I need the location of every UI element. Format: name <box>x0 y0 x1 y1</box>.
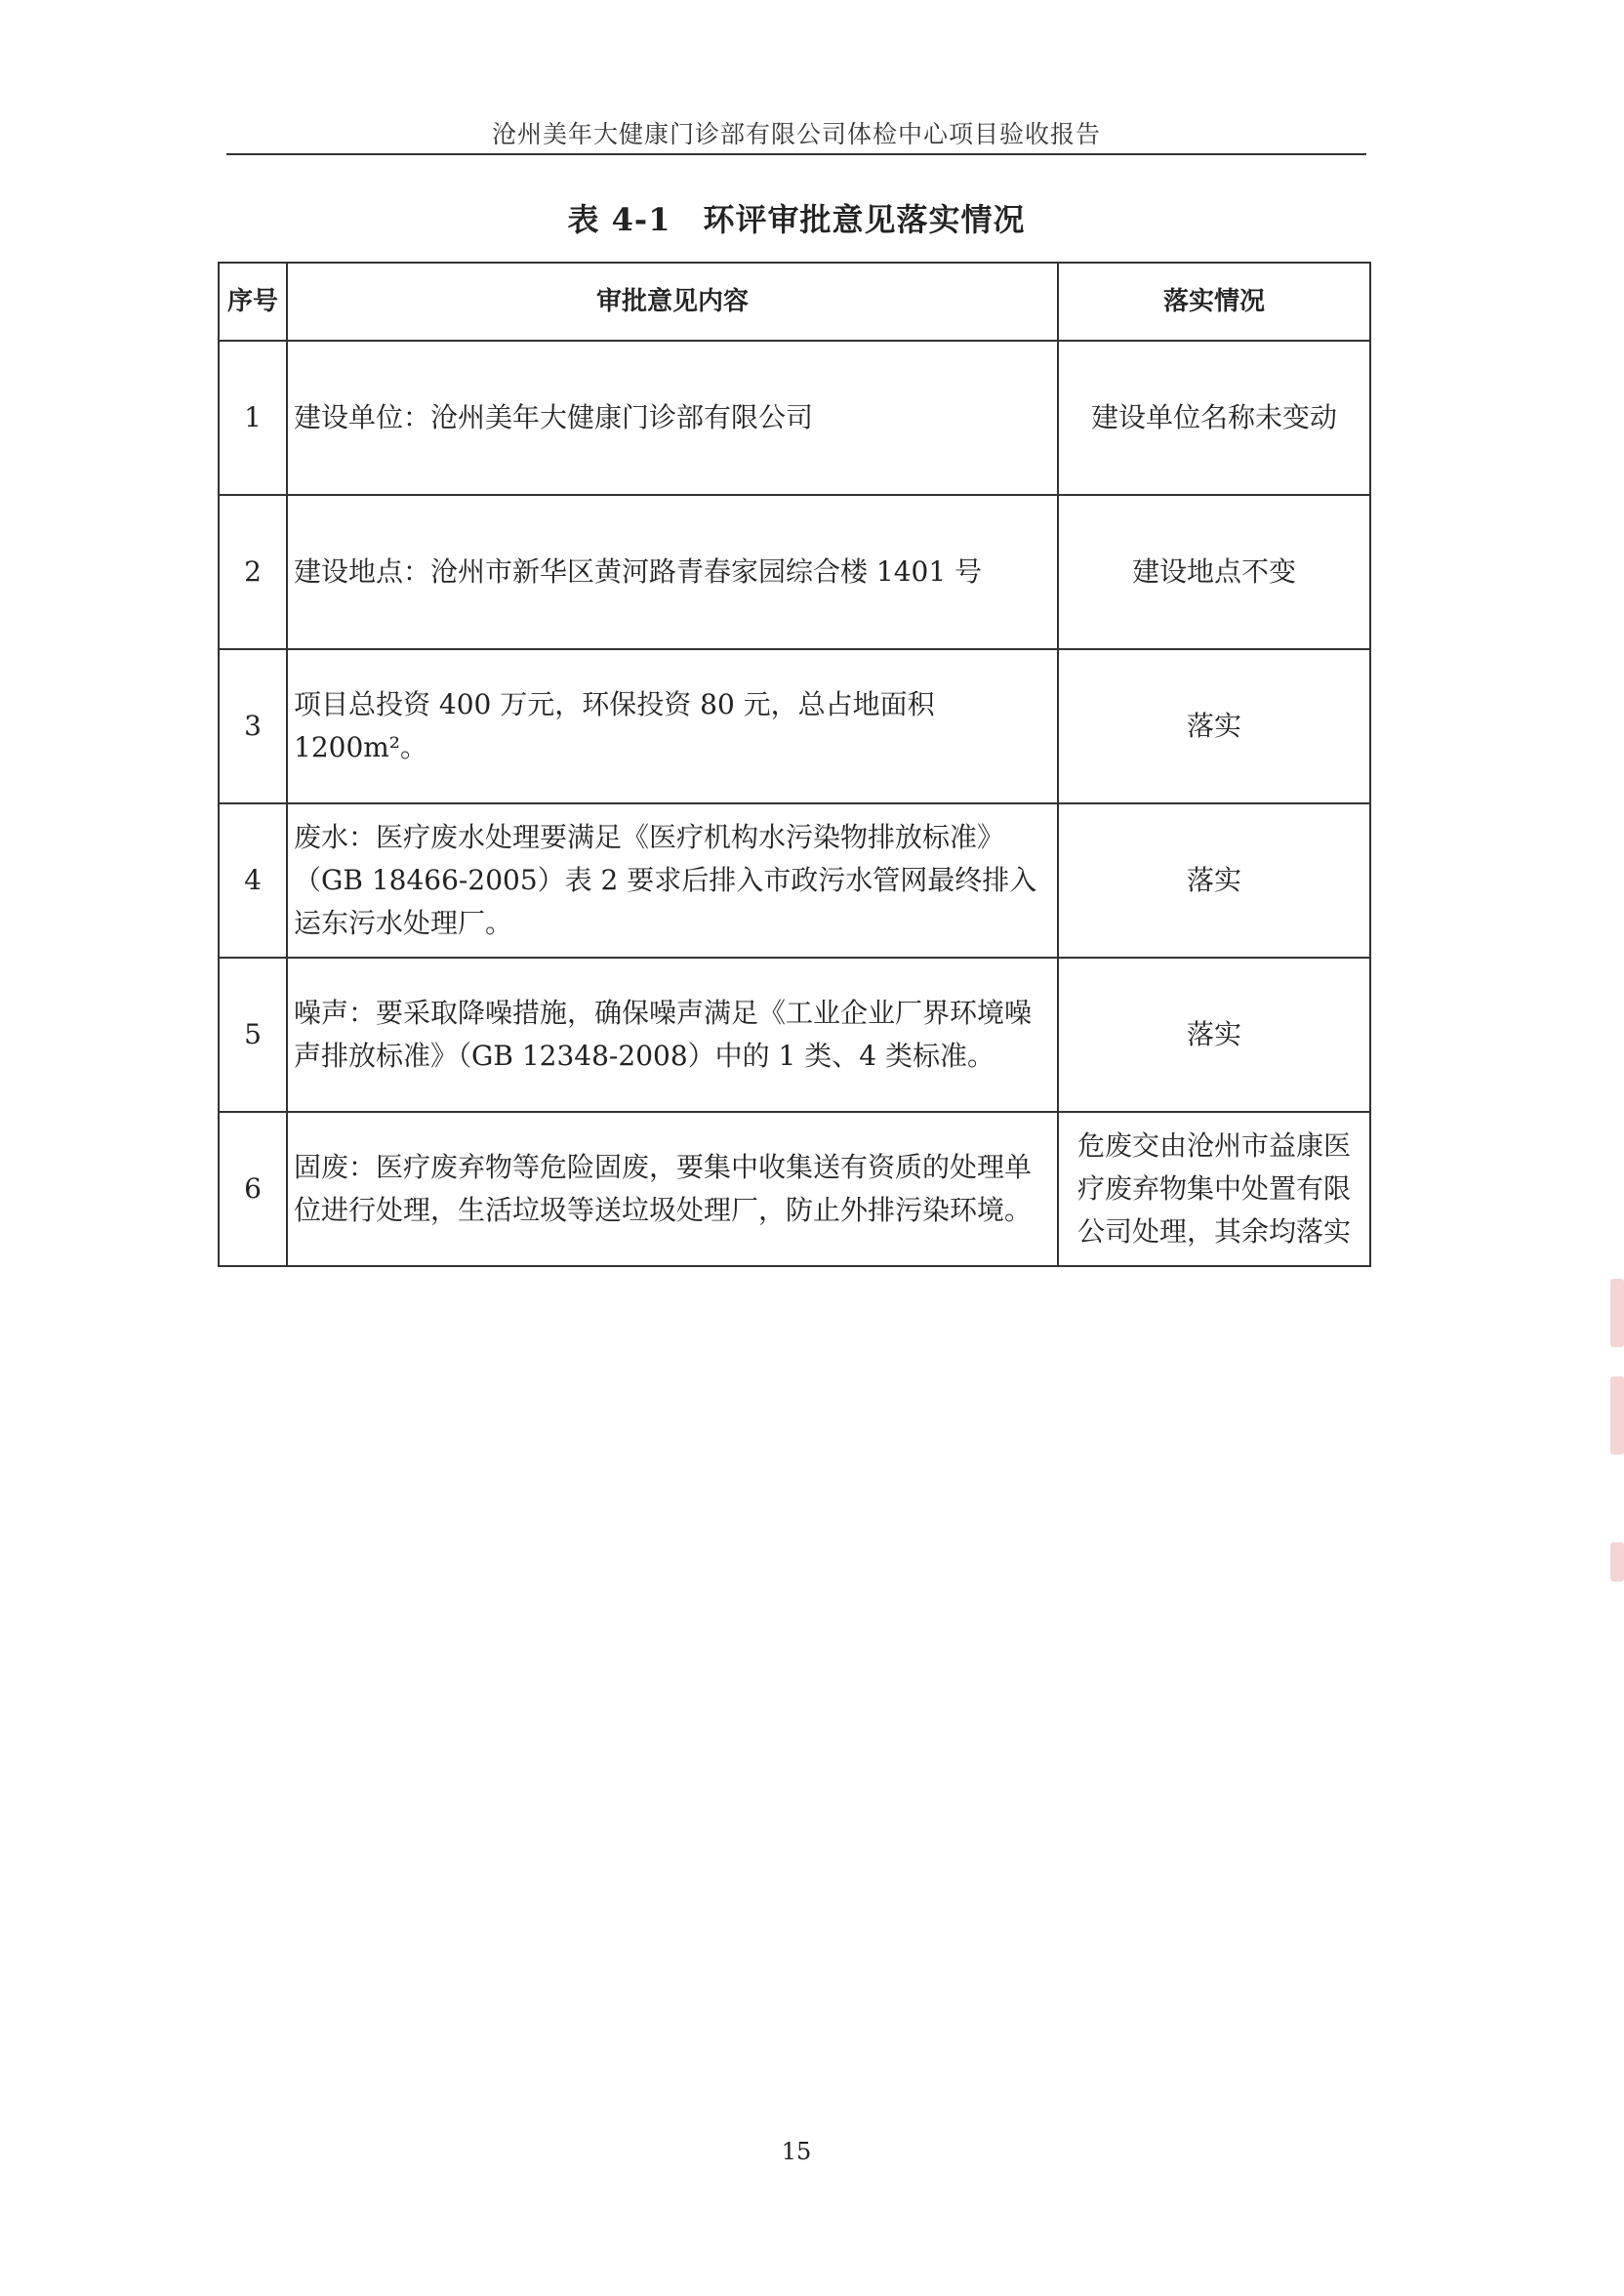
row-content: 建设单位：沧州美年大健康门诊部有限公司 <box>287 341 1058 495</box>
approval-table <box>218 262 1371 1267</box>
row-number: 1 <box>219 341 287 495</box>
header-divider <box>226 153 1366 155</box>
row-number: 3 <box>219 649 287 803</box>
row-content: 建设地点：沧州市新华区黄河路青春家园综合楼 1401 号 <box>287 495 1058 649</box>
column-header-status: 落实情况 <box>1058 263 1370 341</box>
row-number: 4 <box>219 803 287 958</box>
row-content: 项目总投资 400 万元，环保投资 80 元，总占地面积 1200m²。 <box>287 649 1058 803</box>
table-row <box>219 495 1370 649</box>
row-status: 危废交由沧州市益康医疗废弃物集中处置有限公司处理，其余均落实 <box>1058 1112 1370 1266</box>
column-header-content: 审批意见内容 <box>287 263 1058 341</box>
report-header-title: 沧州美年大健康门诊部有限公司体检中心项目验收报告 <box>491 120 1101 148</box>
row-status: 建设地点不变 <box>1058 495 1370 649</box>
table-row <box>219 958 1370 1112</box>
seal-fragment-mark <box>1610 1279 1624 1347</box>
seal-fragment-mark <box>1610 1376 1624 1455</box>
row-content: 噪声：要采取降噪措施，确保噪声满足《工业企业厂界环境噪声排放标准》（GB 12348-2008）中的 1 类、4 类标准。 <box>287 958 1058 1112</box>
table-row <box>219 341 1370 495</box>
row-number: 6 <box>219 1112 287 1266</box>
seal-fragment-mark <box>1610 1542 1624 1581</box>
column-header-number: 序号 <box>219 263 287 341</box>
row-number: 2 <box>219 495 287 649</box>
table-row <box>219 649 1370 803</box>
row-number: 5 <box>219 958 287 1112</box>
page-number: 15 <box>781 2138 812 2165</box>
table-header-row <box>219 263 1370 341</box>
table-row <box>219 803 1370 958</box>
row-content: 废水：医疗废水处理要满足《医疗机构水污染物排放标准》（GB 18466-2005）表 2 要求后排入市政污水管网最终排入运东污水处理厂。 <box>287 803 1058 958</box>
row-status: 落实 <box>1058 649 1370 803</box>
row-status: 落实 <box>1058 958 1370 1112</box>
row-content: 固废：医疗废弃物等危险固废，要集中收集送有资质的处理单位进行处理，生活垃圾等送垃圾处理厂，防止外排污染环境。 <box>287 1112 1058 1266</box>
table-title: 表 4-1 环评审批意见落实情况 <box>567 201 1026 238</box>
row-status: 建设单位名称未变动 <box>1058 341 1370 495</box>
row-status: 落实 <box>1058 803 1370 958</box>
table-row <box>219 1112 1370 1266</box>
